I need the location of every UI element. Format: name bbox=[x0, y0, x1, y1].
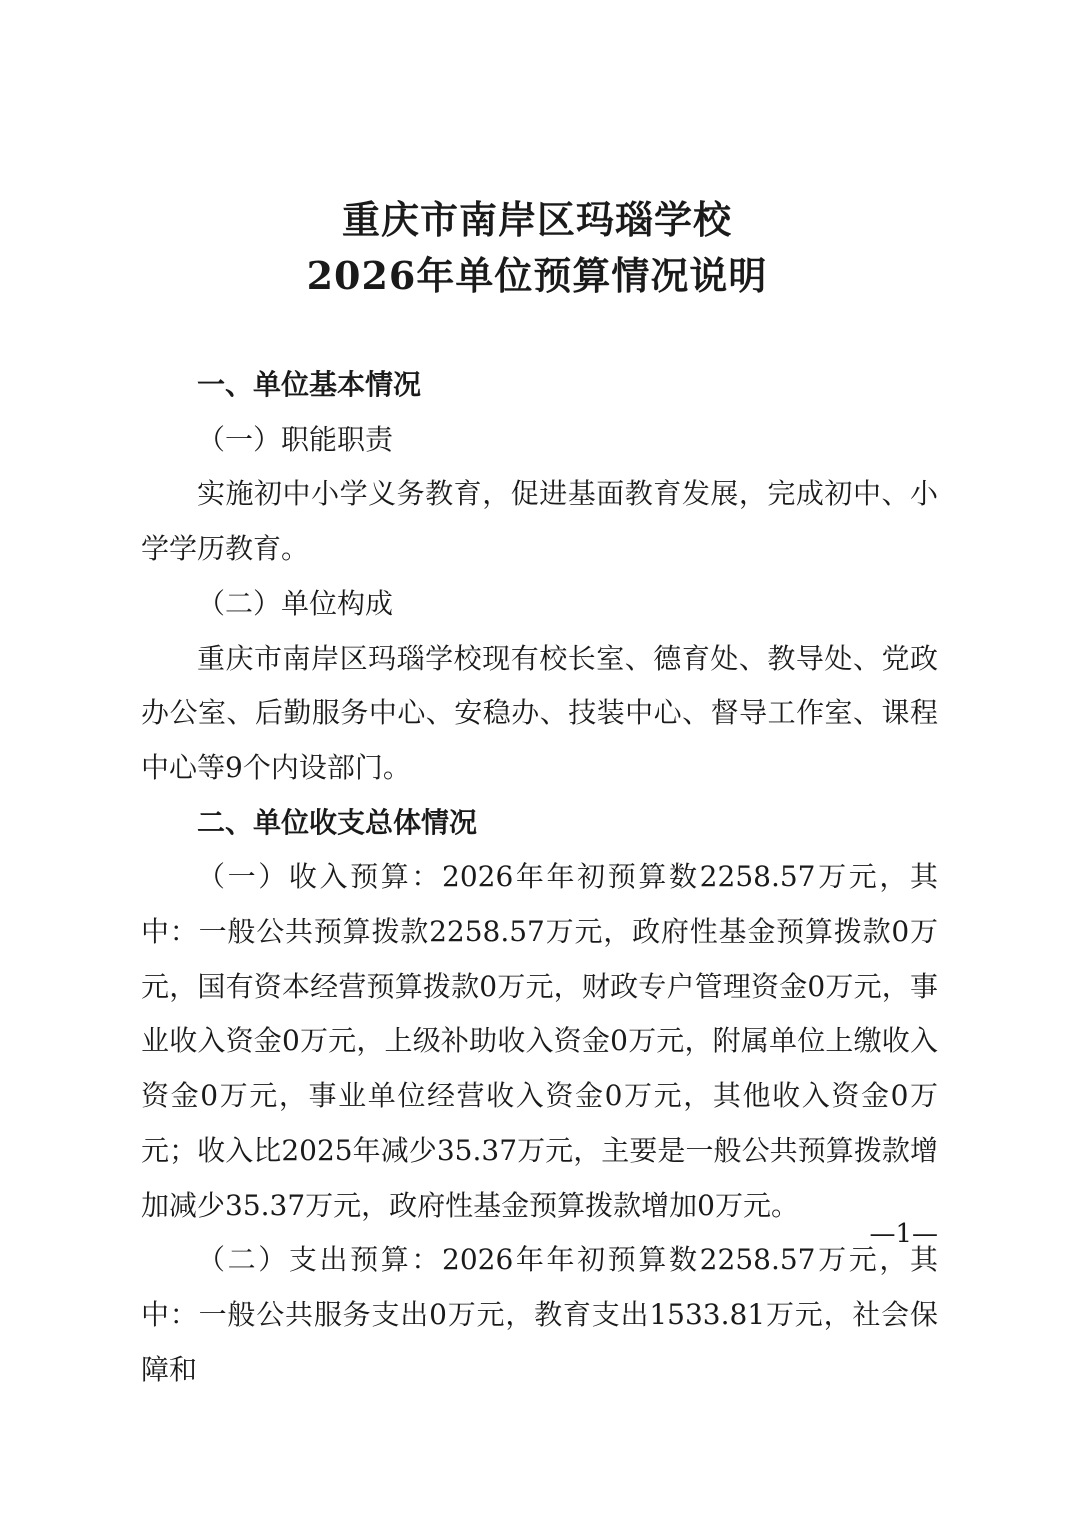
document-body bbox=[141, 358, 938, 1397]
document-title-line2: 2026年单位预算情况说明 bbox=[306, 253, 768, 298]
document-title-line1: 重庆市南岸区玛瑙学校 bbox=[341, 197, 732, 242]
section2-expense-paragraph: （二）支出预算：2026年年初预算数2258.57万元，其中：一般公共服务支出0万元，教育支出1533.81万元，社会保障和 bbox=[141, 1243, 938, 1386]
section1-sub2-heading: （二）单位构成 bbox=[197, 586, 394, 620]
section1-heading: 一、单位基本情况 bbox=[197, 368, 422, 401]
section2-heading: 二、单位收支总体情况 bbox=[197, 805, 478, 839]
page-number: —1— bbox=[869, 1219, 938, 1249]
section1-sub1-paragraph: 实施初中小学义务教育，促进基面教育发展，完成初中、小学学历教育。 bbox=[141, 477, 938, 566]
section1-sub2-paragraph: 重庆市南岸区玛瑙学校现有校长室、德育处、教导处、党政办公室、后勤服务中心、安稳办、技装中心、督导工作室、课程中心等9个内设部门。 bbox=[141, 641, 938, 784]
section2-income-paragraph: （一）收入预算：2026年年初预算数2258.57万元，其中：一般公共预算拨款2258.57万元，政府性基金预算拨款0万元，国有资本经营预算拨款0万元，财政专户管理资金0万元，事业收入资金0万元，上级补助收入资金0万元，附属单位上缴收入资金0万元，事业单位经营收入资金0万元，其他收入资金0万元；收入比2025年减少35.37万元，主要是一般公共预算拨款增加减少35.37万元，政府性基金预算拨款增加0万元。 bbox=[141, 860, 938, 1222]
section1-sub1-heading: （一）职能职责 bbox=[197, 422, 394, 456]
